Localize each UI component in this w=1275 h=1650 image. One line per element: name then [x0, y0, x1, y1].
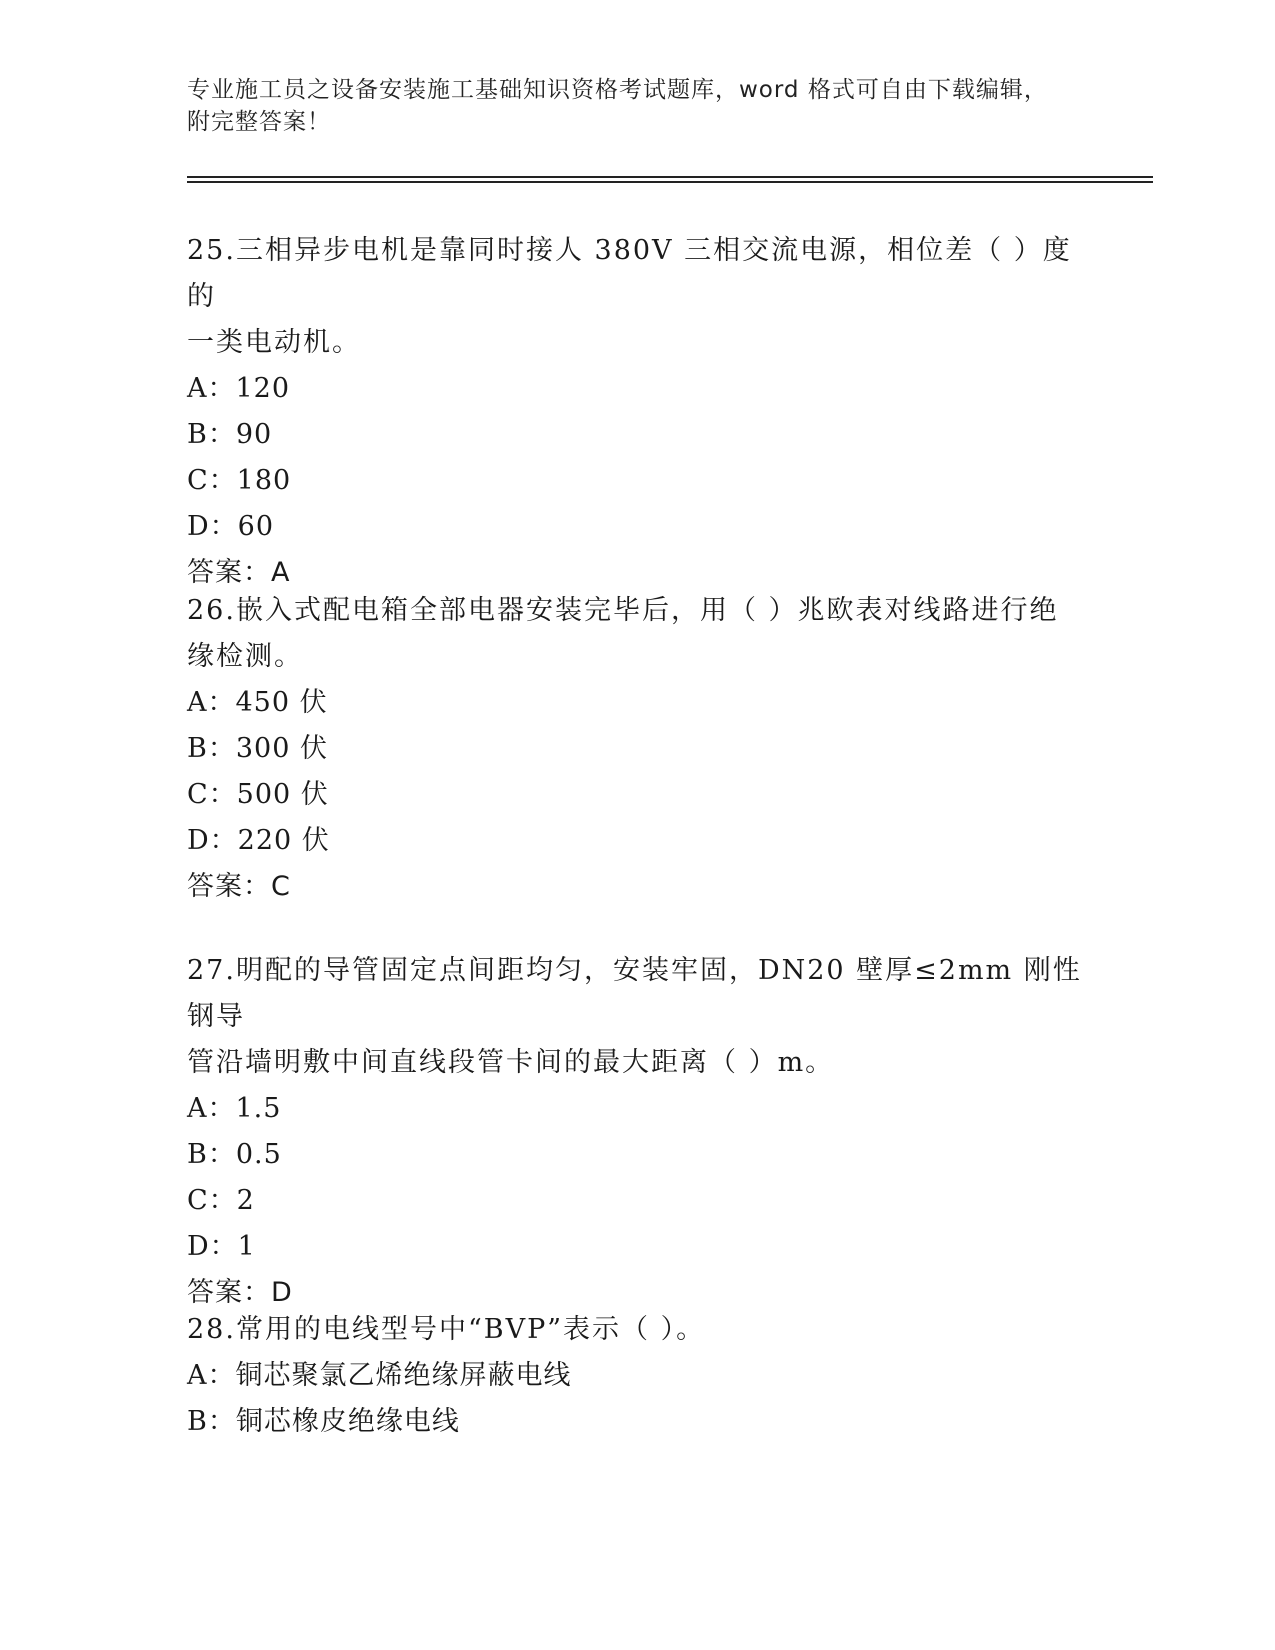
question-stem-line-1: 26.嵌入式配电箱全部电器安装完毕后，用（ ）兆欧表对线路进行绝	[187, 595, 1059, 626]
option-label: D：	[187, 825, 238, 856]
option-text: 铜芯橡皮绝缘电线	[235, 1406, 460, 1437]
question-stem-line-2: 缘检测。	[187, 641, 303, 672]
option-text: 2	[236, 1185, 255, 1216]
option-text: 450 伏	[235, 687, 328, 718]
option-label: A：	[187, 373, 236, 404]
option-text: 300 伏	[235, 733, 328, 764]
question-25	[187, 228, 1087, 596]
question-28	[187, 1307, 1087, 1445]
option-a	[187, 366, 1087, 412]
option-a	[187, 1353, 1087, 1399]
option-label: A：	[187, 687, 236, 718]
option-label: D：	[187, 1231, 238, 1262]
question-stem-line-2: 管沿墙明敷中间直线段管卡间的最大距离（ ）m。	[187, 1047, 835, 1078]
option-label: C：	[187, 779, 237, 810]
option-text: 220 伏	[237, 825, 330, 856]
header-line-2: 附完整答案！	[187, 109, 331, 135]
option-text: 120	[235, 373, 291, 404]
option-label: A：	[187, 1093, 236, 1124]
option-text: 1	[237, 1231, 256, 1262]
option-c	[187, 1178, 1087, 1224]
option-text: 180	[236, 465, 292, 496]
option-label: C：	[187, 465, 237, 496]
header-divider-top	[187, 176, 1153, 178]
option-d	[187, 1224, 1087, 1270]
option-d	[187, 818, 1087, 864]
option-a	[187, 680, 1087, 726]
header-divider-bottom	[187, 181, 1153, 183]
option-label: B：	[187, 1139, 236, 1170]
option-b	[187, 1399, 1087, 1445]
option-label: B：	[187, 733, 236, 764]
option-b	[187, 1132, 1087, 1178]
question-stem-line-1: 27.明配的导管固定点间距均匀，安装牢固，DN20 壁厚≤2mm 刚性钢导	[187, 955, 1082, 1032]
option-label: D：	[187, 511, 238, 542]
answer: 答案：A	[187, 557, 291, 588]
option-label: A：	[187, 1360, 236, 1391]
question-stem-line-2: 一类电动机。	[187, 327, 361, 358]
answer: 答案：C	[187, 871, 291, 902]
option-label: C：	[187, 1185, 237, 1216]
question-27	[187, 948, 1087, 1316]
option-c	[187, 772, 1087, 818]
option-label: B：	[187, 1406, 236, 1437]
option-text: 60	[237, 511, 275, 542]
option-text: 1.5	[235, 1093, 282, 1124]
option-d	[187, 504, 1087, 550]
option-label: B：	[187, 419, 236, 450]
option-b	[187, 726, 1087, 772]
question-stem-line-1: 25.三相异步电机是靠同时接人 380V 三相交流电源，相位差（ ）度的	[187, 235, 1072, 312]
option-text: 铜芯聚氯乙烯绝缘屏蔽电线	[235, 1360, 572, 1391]
question-stem-line-1: 28.常用的电线型号中“BVP”表示（ ）。	[187, 1314, 706, 1345]
option-c	[187, 458, 1087, 504]
option-text: 500 伏	[236, 779, 329, 810]
option-a	[187, 1086, 1087, 1132]
option-text: 0.5	[235, 1139, 282, 1170]
answer: 答案：D	[187, 1277, 293, 1308]
header-line-1: 专业施工员之设备安装施工基础知识资格考试题库，word 格式可自由下载编辑，	[187, 77, 1048, 103]
option-text: 90	[235, 419, 273, 450]
document-header	[187, 74, 1087, 138]
option-b	[187, 412, 1087, 458]
question-26	[187, 588, 1087, 910]
